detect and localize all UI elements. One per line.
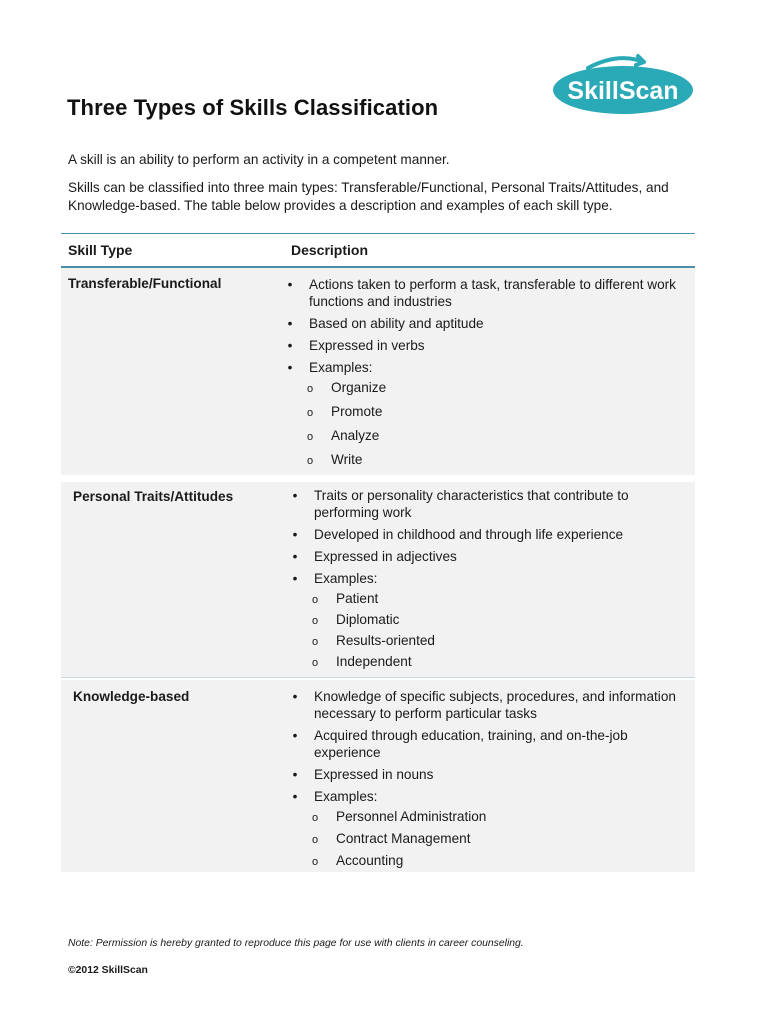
list-item: • Actions taken to perform a task, transferable to different work functions and industries [287, 277, 676, 309]
header-description: Description [291, 242, 369, 258]
example-item: o Contract Management [312, 831, 471, 846]
list-item: • Examples: [287, 360, 373, 375]
header-skill-type: Skill Type [68, 242, 133, 258]
list-item: • Expressed in nouns [292, 767, 434, 782]
row-gap [61, 475, 695, 482]
example-item: o Promote [307, 404, 383, 419]
example-item: o Accounting [312, 853, 404, 868]
table-row [61, 268, 695, 475]
skill-type-cell: Knowledge-based [73, 689, 190, 704]
example-item: o Patient [312, 591, 379, 606]
svg-text:SkillScan: SkillScan [567, 77, 679, 105]
list-item: • Knowledge of specific subjects, procedures, and information necessary to perform particular tasks [292, 689, 676, 721]
list-item: • Developed in childhood and through life experience [292, 527, 624, 542]
description-cell [290, 680, 695, 872]
page-title: Three Types of Skills Classification [67, 95, 439, 120]
list-item: • Based on ability and aptitude [287, 316, 484, 331]
list-item: • Expressed in adjectives [292, 549, 457, 564]
example-item: o Analyze [307, 428, 380, 443]
example-item: o Independent [312, 654, 412, 669]
table-header [61, 234, 695, 266]
description-cell [290, 482, 695, 677]
list-item: • Expressed in verbs [287, 338, 425, 353]
permission-note: Note: Permission is hereby granted to reproduce this page for use with clients in career counseling. [68, 938, 524, 949]
table-row [61, 680, 695, 872]
list-item: • Examples: [292, 571, 378, 586]
intro-paragraph-2: Skills can be classified into three main types: Transferable/Functional, Personal Traits/Attitudes, and Knowledge-based. The table below provides a description and examples of each skill type. [68, 180, 669, 213]
list-item: • Examples: [292, 789, 378, 804]
copyright: ©2012 SkillScan [68, 965, 148, 976]
skill-type-cell: Personal Traits/Attitudes [73, 489, 234, 504]
skill-type-cell: Transferable/Functional [68, 276, 222, 291]
example-item: o Personnel Administration [312, 809, 487, 824]
list-item: • Traits or personality characteristics that contribute to performing work [292, 488, 629, 520]
intro-paragraph-1: A skill is an ability to perform an activity in a competent manner. [68, 152, 450, 167]
description-cell [285, 268, 695, 475]
example-item: o Organize [307, 380, 387, 395]
example-item: o Write [307, 452, 363, 467]
example-item: o Results-oriented [312, 633, 435, 648]
list-item: • Acquired through education, training, and on-the-job experience [292, 728, 628, 760]
skills-table [61, 233, 695, 872]
skillscan-logo [548, 48, 698, 122]
table-row [61, 482, 695, 677]
example-item: o Diplomatic [312, 612, 400, 627]
